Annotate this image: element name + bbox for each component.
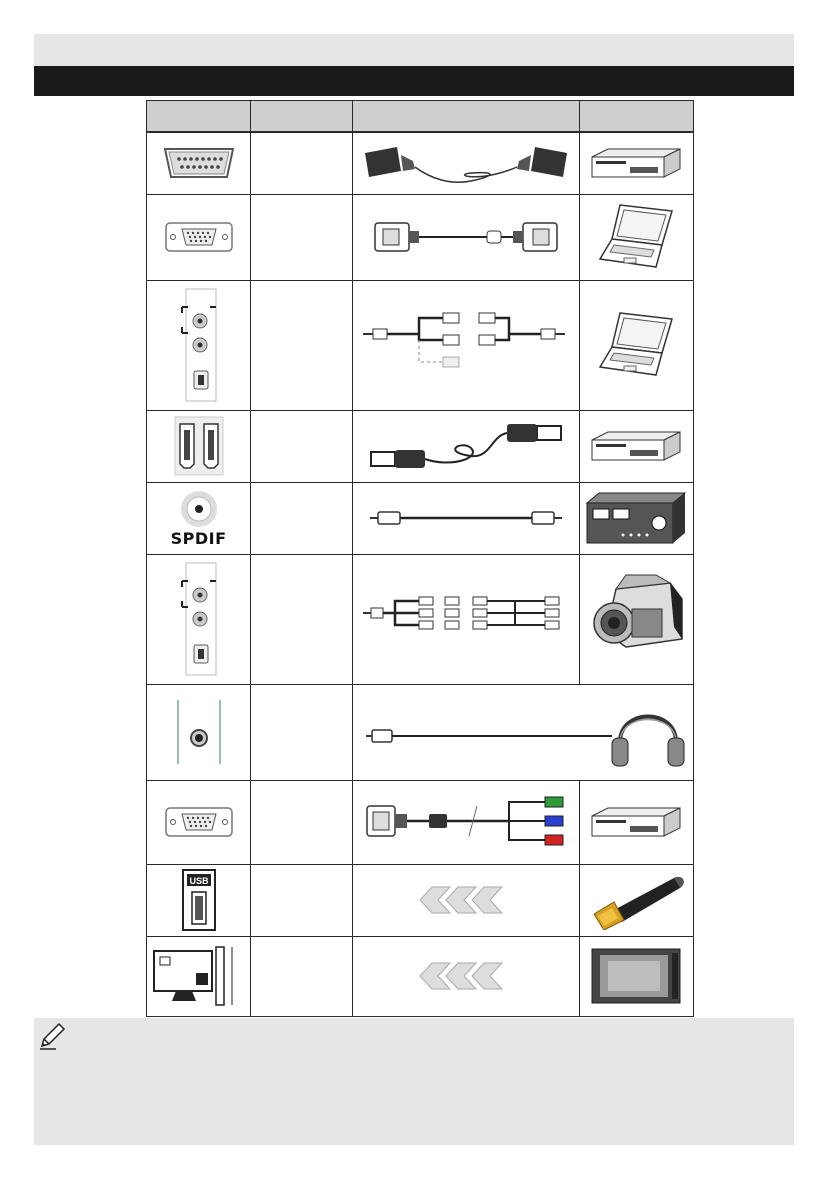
table-row	[147, 780, 694, 864]
connector-label	[251, 410, 353, 482]
rca-audio-cable-icon	[353, 280, 579, 410]
ypbpr-cable-icon	[353, 780, 579, 864]
usb-port-icon	[147, 864, 251, 936]
coax-cable-icon	[353, 482, 579, 554]
note-pen-icon	[36, 1020, 68, 1052]
page-title-band	[34, 66, 794, 96]
spdif-label: SPDIF	[170, 528, 227, 548]
header-device	[579, 101, 693, 133]
connector-label	[251, 864, 353, 936]
table-row	[147, 482, 694, 554]
side-av-audio-port-icon	[147, 280, 251, 410]
connector-label	[251, 194, 353, 280]
connection-table	[146, 100, 694, 1017]
side-av-port-icon	[147, 554, 251, 684]
laptop-icon	[579, 280, 693, 410]
spdif-port-icon	[147, 482, 251, 554]
table-row	[147, 132, 694, 194]
connector-label	[251, 554, 353, 684]
table-row	[147, 936, 694, 1016]
usb-stick-icon	[579, 864, 693, 936]
hdmi-ports-icon	[147, 410, 251, 482]
connector-label	[251, 936, 353, 1016]
ci-slot-icon	[147, 936, 251, 1016]
laptop-icon	[579, 194, 693, 280]
insert-arrows-icon	[353, 936, 579, 1016]
header-type	[251, 101, 353, 133]
headphone-jack-icon	[147, 684, 251, 780]
scart-cable-icon	[353, 132, 579, 194]
dvd-player-icon	[579, 410, 693, 482]
ci-module-icon	[579, 936, 693, 1016]
table-row	[147, 194, 694, 280]
usb-label: USB	[189, 876, 209, 886]
connector-label	[251, 132, 353, 194]
table-row	[147, 554, 694, 684]
connector-label	[251, 780, 353, 864]
audio-amplifier-icon	[579, 482, 693, 554]
header-connector	[147, 101, 251, 133]
dvd-recorder-icon	[579, 132, 693, 194]
note-box	[34, 1018, 794, 1145]
av-cable-icon	[353, 554, 579, 684]
table-header-row	[147, 101, 694, 133]
table-row	[147, 684, 694, 780]
section-header-band	[34, 34, 794, 66]
scart-port-icon	[147, 132, 251, 194]
vga-cable-icon	[353, 194, 579, 280]
dvd-player-icon	[579, 780, 693, 864]
vga-port-icon	[147, 194, 251, 280]
table-row	[147, 864, 694, 936]
header-cables	[353, 101, 579, 133]
ypbpr-vga-port-icon	[147, 780, 251, 864]
insert-arrows-icon	[353, 864, 579, 936]
connector-label	[251, 684, 353, 780]
connector-label	[251, 280, 353, 410]
table-row	[147, 410, 694, 482]
connector-label	[251, 482, 353, 554]
camcorder-icon	[579, 554, 693, 684]
table-row	[147, 280, 694, 410]
headphone-cable-icon	[353, 684, 694, 780]
hdmi-cable-icon	[353, 410, 579, 482]
